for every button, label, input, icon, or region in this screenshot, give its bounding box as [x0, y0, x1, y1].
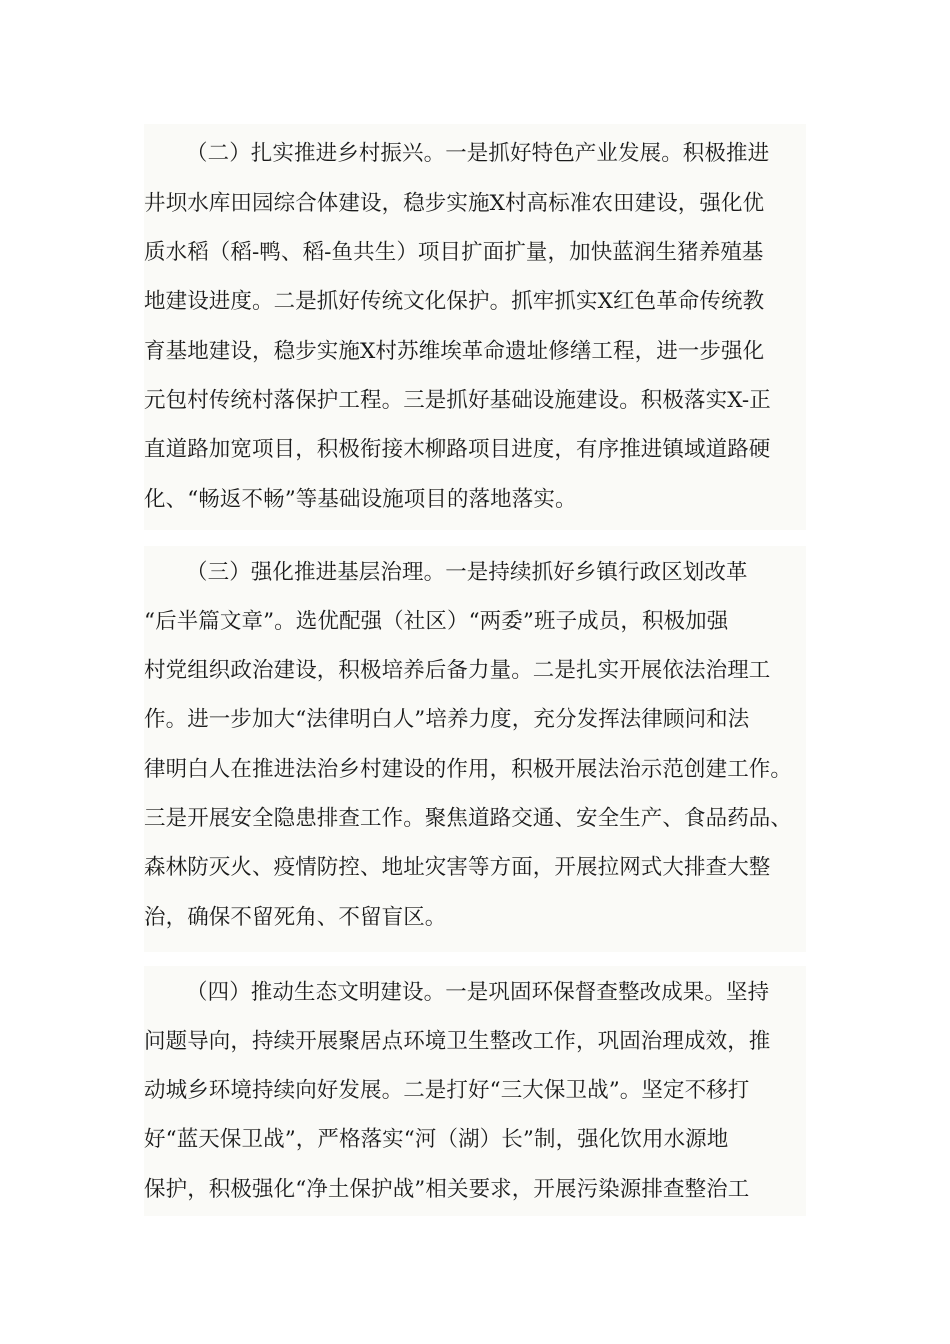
paragraph-line: 律明白人在推进法治乡村建设的作用，积极开展法治示范创建工作。	[144, 757, 793, 782]
paragraph-line: （四）推动生态文明建设。一是巩固环保督查整改成果。坚持	[186, 980, 770, 1005]
paragraph-line: （三）强化推进基层治理。一是持续抓好乡镇行政区划改革	[186, 560, 748, 585]
paragraph-ecological-civilization	[144, 966, 806, 1216]
paragraph-line: 保护，积极强化“净土保护战”相关要求，开展污染源排查整治工	[144, 1177, 750, 1202]
paragraph-line: 直道路加宽项目，积极衔接木柳路项目进度，有序推进镇域道路硬	[144, 437, 771, 462]
paragraph-line: 作。进一步加大“法律明白人”培养力度，充分发挥法律顾问和法	[144, 707, 750, 732]
paragraph-line: 问题导向，持续开展聚居点环境卫生整改工作，巩固治理成效，推	[144, 1029, 771, 1054]
paragraph-line: 井坝水库田园综合体建设，稳步实施X村高标准农田建设，强化优	[144, 191, 765, 216]
paragraph-line: 地建设进度。二是抓好传统文化保护。抓牢抓实X红色革命传统教	[144, 289, 765, 314]
paragraph-line: 质水稻（稻-鸭、稻-鱼共生）项目扩面扩量，加快蓝润生猪养殖基	[144, 240, 764, 265]
paragraph-rural-revitalization	[144, 124, 806, 530]
paragraph-line: 治，确保不留死角、不留盲区。	[144, 905, 447, 930]
paragraph-line: 元包村传统村落保护工程。三是抓好基础设施建设。积极落实X-正	[144, 388, 771, 413]
paragraph-line: 化、“畅返不畅”等基础设施项目的落地落实。	[144, 487, 577, 512]
paragraph-line: 好“蓝天保卫战”，严格落实“河（湖）长”制，强化饮用水源地	[144, 1127, 729, 1152]
paragraph-grassroots-governance	[144, 546, 806, 952]
paragraph-line: 育基地建设，稳步实施X村苏维埃革命遗址修缮工程，进一步强化	[144, 339, 765, 364]
paragraph-line: 动城乡环境持续向好发展。二是打好“三大保卫战”。坚定不移打	[144, 1078, 750, 1103]
paragraph-line: “后半篇文章”。选优配强（社区）“两委”班子成员，积极加强	[144, 609, 729, 634]
paragraph-line: 村党组织政治建设，积极培养后备力量。二是扎实开展依法治理工	[144, 658, 771, 683]
paragraph-line: 三是开展安全隐患排查工作。聚焦道路交通、安全生产、食品药品、	[144, 806, 793, 831]
paragraph-line: （二）扎实推进乡村振兴。一是抓好特色产业发展。积极推进	[186, 141, 770, 166]
paragraph-line: 森林防灭火、疫情防控、地址灾害等方面，开展拉网式大排查大整	[144, 855, 771, 880]
